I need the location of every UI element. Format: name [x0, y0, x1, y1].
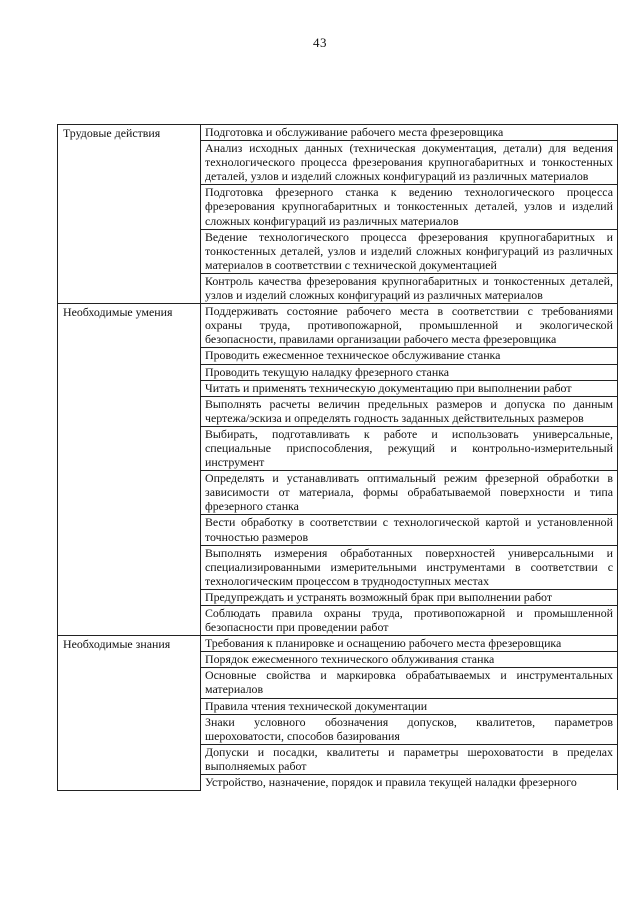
section-item: Основные свойства и маркировка обрабатываемых и инструментальных материалов	[201, 668, 618, 698]
section-item: Определять и устанавливать оптимальный режим фрезерной обработки в зависимости от материала, формы обрабатываемой поверхности и типа фрезерного станка	[201, 471, 618, 515]
section-item: Контроль качества фрезерования крупногабаритных и тонкостенных деталей, узлов и изделий сложных конфигураций из различных материалов	[201, 273, 618, 303]
section-item: Вести обработку в соответствии с технологической картой и установленной точностью размеров	[201, 515, 618, 545]
section-item: Устройство, назначение, порядок и правила текущей наладки фрезерного	[201, 775, 618, 791]
section-item: Анализ исходных данных (техническая документация, детали) для ведения технологического процесса фрезерования крупногабаритных и тонкостенных деталей, узлов и изделий сложных конфигураций из различных материалов	[201, 141, 618, 185]
table-row	[58, 304, 618, 348]
section-item: Соблюдать правила охраны труда, противопожарной и промышленной безопасности при проведении работ	[201, 606, 618, 636]
section-label: Трудовые действия	[58, 125, 201, 304]
page-number: 43	[313, 35, 327, 50]
table-row	[58, 125, 618, 141]
section-label: Необходимые умения	[58, 304, 201, 636]
section-item: Допуски и посадки, квалитеты и параметры шероховатости в пределах выполняемых работ	[201, 744, 618, 774]
section-item: Подготовка и обслуживание рабочего места фрезеровщика	[201, 125, 618, 141]
section-item: Проводить текущую наладку фрезерного станка	[201, 364, 618, 380]
section-item: Выбирать, подготавливать к работе и использовать универсальные, специальные приспособления, режущий и контрольно-измерительный инструмент	[201, 426, 618, 470]
section-item: Поддерживать состояние рабочего места в соответствии с требованиями охраны труда, противопожарной, промышленной и экологической безопасности, правилами организации рабочего места фрезеровщика	[201, 304, 618, 348]
section-item: Знаки условного обозначения допусков, квалитетов, параметров шероховатости, способов базирования	[201, 714, 618, 744]
section-item: Порядок ежесменного технического облуживания станка	[201, 652, 618, 668]
section-item: Выполнять расчеты величин предельных размеров и допуска по данным чертежа/эскиза и определять годность заданных действительных размеров	[201, 396, 618, 426]
section-item: Предупреждать и устранять возможный брак при выполнении работ	[201, 589, 618, 605]
labor-functions-table	[57, 124, 618, 791]
section-item: Выполнять измерения обработанных поверхностей универсальными и специализированными измерительными инструментами в соответствии с технологическим процессом в труднодоступных местах	[201, 545, 618, 589]
section-label: Необходимые знания	[58, 636, 201, 790]
table-row	[58, 636, 618, 652]
section-item: Подготовка фрезерного станка к ведению технологического процесса фрезерования крупногабаритных и тонкостенных деталей, узлов и изделий сложных конфигураций из различных материалов	[201, 185, 618, 229]
section-item: Правила чтения технической документации	[201, 698, 618, 714]
section-item: Ведение технологического процесса фрезерования крупногабаритных и тонкостенных деталей, узлов и изделий сложных конфигураций из различных материалов в соответствии с технической документацией	[201, 229, 618, 273]
section-item: Читать и применять техническую документацию при выполнении работ	[201, 380, 618, 396]
section-item: Проводить ежесменное техническое обслуживание станка	[201, 348, 618, 364]
section-item: Требования к планировке и оснащению рабочего места фрезеровщика	[201, 636, 618, 652]
